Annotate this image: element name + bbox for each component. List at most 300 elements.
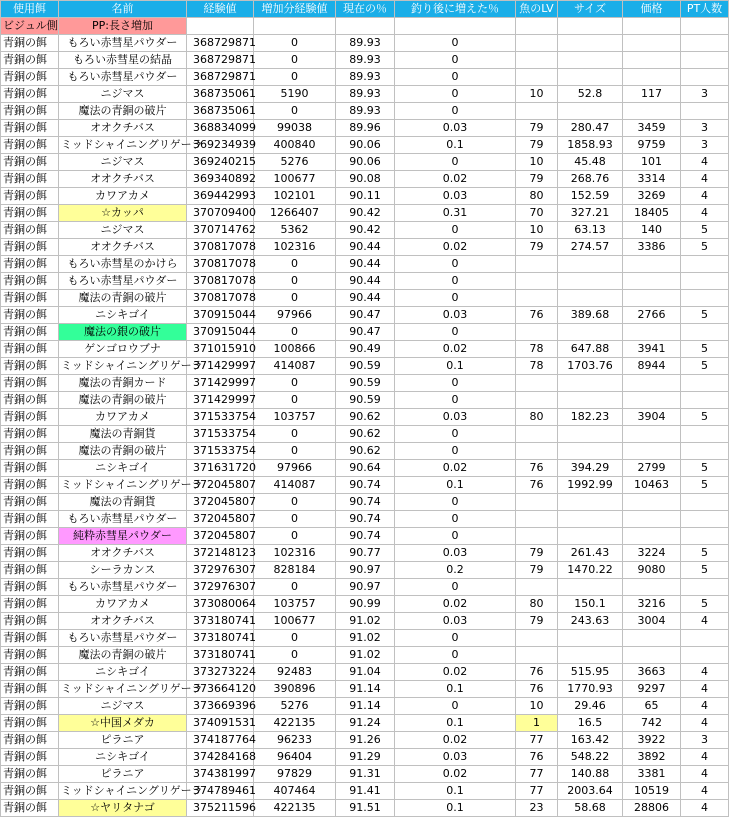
table-cell[interactable]: 70 (516, 205, 558, 222)
table-cell[interactable]: 0 (395, 256, 516, 273)
table-cell[interactable]: 97966 (254, 460, 336, 477)
table-cell[interactable] (516, 579, 558, 596)
table-cell[interactable]: 89.93 (336, 52, 395, 69)
table-cell[interactable]: 63.13 (558, 222, 623, 239)
table-cell[interactable]: 140.88 (558, 766, 623, 783)
table-cell[interactable]: 4 (681, 205, 729, 222)
table-cell[interactable]: 368735061 (187, 103, 254, 120)
table-cell[interactable]: 青銅の餌 (1, 443, 59, 460)
table-cell[interactable] (681, 511, 729, 528)
table-cell[interactable]: 10 (516, 86, 558, 103)
table-cell[interactable]: 90.49 (336, 341, 395, 358)
table-cell[interactable]: 90.06 (336, 154, 395, 171)
table-cell[interactable]: 青銅の餌 (1, 86, 59, 103)
table-cell[interactable]: 10 (516, 222, 558, 239)
table-cell[interactable]: 0.2 (395, 562, 516, 579)
table-cell[interactable]: 5 (681, 222, 729, 239)
table-cell[interactable]: 0 (254, 392, 336, 409)
table-cell[interactable]: 4 (681, 766, 729, 783)
table-cell[interactable]: 1470.22 (558, 562, 623, 579)
table-cell[interactable]: 0.02 (395, 171, 516, 188)
table-cell[interactable]: 0.02 (395, 664, 516, 681)
table-cell[interactable]: 261.43 (558, 545, 623, 562)
table-cell[interactable]: 76 (516, 664, 558, 681)
table-cell[interactable]: 90.62 (336, 443, 395, 460)
table-cell[interactable]: 3386 (623, 239, 681, 256)
table-cell[interactable]: 青銅の餌 (1, 375, 59, 392)
table-cell[interactable]: 青銅の餌 (1, 562, 59, 579)
table-cell[interactable]: 4 (681, 698, 729, 715)
table-cell[interactable]: ゲンゴロウブナ (59, 341, 187, 358)
table-cell[interactable]: 373180741 (187, 613, 254, 630)
table-cell[interactable]: 90.42 (336, 205, 395, 222)
table-cell[interactable] (558, 375, 623, 392)
table-cell[interactable]: 76 (516, 749, 558, 766)
table-cell[interactable]: 0 (395, 52, 516, 69)
table-cell[interactable]: 0.1 (395, 715, 516, 732)
table-cell[interactable] (623, 35, 681, 52)
table-cell[interactable]: 91.24 (336, 715, 395, 732)
table-cell[interactable] (681, 52, 729, 69)
table-cell[interactable]: 77 (516, 783, 558, 800)
table-cell[interactable]: 414087 (254, 477, 336, 494)
table-cell[interactable]: 0 (395, 69, 516, 86)
table-cell[interactable]: 青銅の餌 (1, 732, 59, 749)
table-cell[interactable]: 青銅の餌 (1, 749, 59, 766)
table-cell[interactable] (516, 256, 558, 273)
table-cell[interactable]: 0.02 (395, 341, 516, 358)
table-cell[interactable] (395, 18, 516, 35)
header-cell[interactable]: 経験値 (187, 1, 254, 18)
table-cell[interactable]: 372045807 (187, 494, 254, 511)
table-cell[interactable]: 0 (254, 52, 336, 69)
table-cell[interactable]: 90.11 (336, 188, 395, 205)
table-cell[interactable] (623, 511, 681, 528)
table-cell[interactable] (623, 630, 681, 647)
table-cell[interactable]: 370714762 (187, 222, 254, 239)
table-cell[interactable] (681, 426, 729, 443)
table-cell[interactable] (336, 18, 395, 35)
table-cell[interactable]: 76 (516, 681, 558, 698)
table-cell[interactable]: 0 (395, 511, 516, 528)
table-cell[interactable]: 0.1 (395, 358, 516, 375)
table-cell[interactable]: 青銅の餌 (1, 664, 59, 681)
table-cell[interactable]: 243.63 (558, 613, 623, 630)
table-cell[interactable]: 369234939 (187, 137, 254, 154)
table-cell[interactable]: 青銅の餌 (1, 358, 59, 375)
table-cell[interactable]: 0.02 (395, 766, 516, 783)
table-cell[interactable]: 99038 (254, 120, 336, 137)
table-cell[interactable] (681, 375, 729, 392)
table-cell[interactable]: 414087 (254, 358, 336, 375)
table-cell[interactable]: 18405 (623, 205, 681, 222)
table-cell[interactable]: 0 (254, 528, 336, 545)
table-cell[interactable]: 0.02 (395, 732, 516, 749)
table-cell[interactable]: 8944 (623, 358, 681, 375)
table-cell[interactable]: 90.62 (336, 426, 395, 443)
table-cell[interactable]: 90.06 (336, 137, 395, 154)
table-cell[interactable]: 青銅の餌 (1, 426, 59, 443)
table-cell[interactable]: 0 (254, 324, 336, 341)
table-cell[interactable] (681, 528, 729, 545)
table-cell[interactable]: 90.97 (336, 579, 395, 596)
table-cell[interactable]: 9080 (623, 562, 681, 579)
table-cell[interactable]: 390896 (254, 681, 336, 698)
table-cell[interactable]: 371533754 (187, 409, 254, 426)
table-cell[interactable] (516, 528, 558, 545)
table-cell[interactable]: 青銅の餌 (1, 341, 59, 358)
table-cell[interactable]: ニシキゴイ (59, 307, 187, 324)
table-cell[interactable]: 青銅の餌 (1, 596, 59, 613)
table-cell[interactable]: 0.1 (395, 137, 516, 154)
table-cell[interactable]: オオクチバス (59, 171, 187, 188)
table-cell[interactable]: 10 (516, 154, 558, 171)
table-cell[interactable]: 374284168 (187, 749, 254, 766)
table-cell[interactable]: もろい赤彗星パウダー (59, 273, 187, 290)
table-cell[interactable]: 0 (395, 324, 516, 341)
table-cell[interactable]: 青銅の餌 (1, 137, 59, 154)
table-cell[interactable]: 90.44 (336, 273, 395, 290)
table-cell[interactable]: 90.44 (336, 290, 395, 307)
table-cell[interactable]: 90.97 (336, 562, 395, 579)
table-cell[interactable]: 394.29 (558, 460, 623, 477)
table-cell[interactable] (558, 103, 623, 120)
table-cell[interactable]: 4 (681, 188, 729, 205)
table-cell[interactable] (558, 273, 623, 290)
table-cell[interactable]: 0 (254, 494, 336, 511)
table-cell[interactable]: 77 (516, 766, 558, 783)
table-cell[interactable]: 1770.93 (558, 681, 623, 698)
table-cell[interactable]: ニジマス (59, 154, 187, 171)
table-cell[interactable]: 370817078 (187, 256, 254, 273)
table-cell[interactable]: 0 (395, 392, 516, 409)
table-cell[interactable]: 90.47 (336, 324, 395, 341)
table-cell[interactable]: 0 (395, 35, 516, 52)
table-cell[interactable]: 4 (681, 800, 729, 817)
table-cell[interactable]: 96404 (254, 749, 336, 766)
table-cell[interactable] (516, 647, 558, 664)
table-cell[interactable]: 91.04 (336, 664, 395, 681)
header-cell[interactable]: 釣り後に増えた％ (395, 1, 516, 18)
table-cell[interactable]: もろい赤彗星の結晶 (59, 52, 187, 69)
table-cell[interactable]: 79 (516, 137, 558, 154)
table-cell[interactable]: 3904 (623, 409, 681, 426)
table-cell[interactable]: 373180741 (187, 630, 254, 647)
table-cell[interactable]: 0 (395, 698, 516, 715)
table-cell[interactable]: 5 (681, 409, 729, 426)
table-cell[interactable]: 0 (254, 375, 336, 392)
table-cell[interactable] (516, 375, 558, 392)
table-cell[interactable]: 91.51 (336, 800, 395, 817)
table-cell[interactable]: 3922 (623, 732, 681, 749)
table-cell[interactable]: 4 (681, 664, 729, 681)
table-cell[interactable]: 372976307 (187, 562, 254, 579)
table-cell[interactable]: 5 (681, 562, 729, 579)
table-cell[interactable]: 370915044 (187, 324, 254, 341)
table-cell[interactable]: 80 (516, 596, 558, 613)
table-cell[interactable] (558, 256, 623, 273)
table-cell[interactable]: 100677 (254, 613, 336, 630)
table-cell[interactable] (558, 324, 623, 341)
table-cell[interactable]: 0 (254, 290, 336, 307)
table-cell[interactable]: 青銅の餌 (1, 307, 59, 324)
table-cell[interactable]: 45.48 (558, 154, 623, 171)
table-cell[interactable]: 3892 (623, 749, 681, 766)
table-cell[interactable]: ピラニア (59, 732, 187, 749)
table-cell[interactable]: 91.02 (336, 647, 395, 664)
table-cell[interactable]: 372045807 (187, 511, 254, 528)
table-cell[interactable]: 90.59 (336, 375, 395, 392)
table-cell[interactable]: 371631720 (187, 460, 254, 477)
table-cell[interactable]: 100677 (254, 171, 336, 188)
table-cell[interactable]: 369240215 (187, 154, 254, 171)
table-cell[interactable]: ミッドシャイニングリゲーラ (59, 783, 187, 800)
table-cell[interactable] (623, 324, 681, 341)
table-cell[interactable]: 魔法の青銅貨 (59, 494, 187, 511)
table-cell[interactable] (516, 18, 558, 35)
table-cell[interactable]: 青銅の餌 (1, 528, 59, 545)
table-cell[interactable] (681, 103, 729, 120)
table-cell[interactable]: 182.23 (558, 409, 623, 426)
table-cell[interactable]: 4 (681, 154, 729, 171)
table-cell[interactable]: 1 (516, 715, 558, 732)
table-cell[interactable]: 0.03 (395, 409, 516, 426)
table-cell[interactable]: 0.03 (395, 613, 516, 630)
table-cell[interactable] (558, 392, 623, 409)
table-cell[interactable]: 0 (395, 630, 516, 647)
table-cell[interactable] (516, 426, 558, 443)
table-cell[interactable]: 374789461 (187, 783, 254, 800)
table-cell[interactable]: ビジュル側 (1, 18, 59, 35)
table-cell[interactable] (254, 18, 336, 35)
table-cell[interactable]: 371015910 (187, 341, 254, 358)
table-cell[interactable]: 373273224 (187, 664, 254, 681)
table-cell[interactable]: 1992.99 (558, 477, 623, 494)
table-cell[interactable]: 374187764 (187, 732, 254, 749)
table-cell[interactable] (558, 426, 623, 443)
table-cell[interactable]: 150.1 (558, 596, 623, 613)
table-cell[interactable]: 青銅の餌 (1, 613, 59, 630)
table-cell[interactable]: 2799 (623, 460, 681, 477)
table-cell[interactable]: 29.46 (558, 698, 623, 715)
table-cell[interactable]: 0 (254, 443, 336, 460)
table-cell[interactable]: 100866 (254, 341, 336, 358)
table-cell[interactable] (681, 290, 729, 307)
table-cell[interactable] (623, 426, 681, 443)
table-cell[interactable] (558, 647, 623, 664)
table-cell[interactable]: 魔法の銀の破片 (59, 324, 187, 341)
table-cell[interactable]: 青銅の餌 (1, 154, 59, 171)
table-cell[interactable]: 5362 (254, 222, 336, 239)
table-cell[interactable]: 76 (516, 460, 558, 477)
table-cell[interactable]: 青銅の餌 (1, 35, 59, 52)
table-cell[interactable]: 117 (623, 86, 681, 103)
table-cell[interactable]: 青銅の餌 (1, 800, 59, 817)
table-cell[interactable]: 魔法の青銅カード (59, 375, 187, 392)
table-cell[interactable]: 102316 (254, 545, 336, 562)
table-cell[interactable]: 80 (516, 188, 558, 205)
table-cell[interactable]: 9297 (623, 681, 681, 698)
table-cell[interactable]: 5190 (254, 86, 336, 103)
table-cell[interactable]: 0 (395, 647, 516, 664)
table-cell[interactable]: 0.1 (395, 800, 516, 817)
table-cell[interactable]: 0 (395, 443, 516, 460)
table-cell[interactable]: ☆ヤリタナゴ (59, 800, 187, 817)
table-cell[interactable]: 647.88 (558, 341, 623, 358)
header-cell[interactable]: サイズ (558, 1, 623, 18)
table-cell[interactable]: ミッドシャイニングリゲーラ (59, 681, 187, 698)
table-cell[interactable]: カワアカメ (59, 409, 187, 426)
table-cell[interactable]: 79 (516, 120, 558, 137)
table-cell[interactable]: 90.44 (336, 239, 395, 256)
table-cell[interactable]: 3381 (623, 766, 681, 783)
table-cell[interactable]: 青銅の餌 (1, 222, 59, 239)
table-cell[interactable]: 389.68 (558, 307, 623, 324)
table-cell[interactable] (516, 35, 558, 52)
table-cell[interactable]: 274.57 (558, 239, 623, 256)
table-cell[interactable]: もろい赤彗星パウダー (59, 69, 187, 86)
header-cell[interactable]: 増加分経験値 (254, 1, 336, 18)
table-cell[interactable]: 52.8 (558, 86, 623, 103)
table-cell[interactable] (516, 443, 558, 460)
table-cell[interactable]: 368729871 (187, 52, 254, 69)
table-cell[interactable] (558, 579, 623, 596)
table-cell[interactable]: 371533754 (187, 426, 254, 443)
table-cell[interactable]: 青銅の餌 (1, 579, 59, 596)
table-cell[interactable]: 5 (681, 307, 729, 324)
table-cell[interactable]: 90.99 (336, 596, 395, 613)
table-cell[interactable] (516, 630, 558, 647)
table-cell[interactable]: ☆カッパ (59, 205, 187, 222)
table-cell[interactable]: 2766 (623, 307, 681, 324)
table-cell[interactable]: 0 (254, 647, 336, 664)
table-cell[interactable]: 3 (681, 732, 729, 749)
table-cell[interactable]: 1703.76 (558, 358, 623, 375)
table-cell[interactable]: 魔法の青銅の破片 (59, 443, 187, 460)
table-cell[interactable]: 368735061 (187, 86, 254, 103)
table-cell[interactable]: 101 (623, 154, 681, 171)
table-cell[interactable] (516, 103, 558, 120)
table-cell[interactable] (558, 290, 623, 307)
table-cell[interactable]: 3941 (623, 341, 681, 358)
table-cell[interactable]: 90.08 (336, 171, 395, 188)
table-cell[interactable]: 152.59 (558, 188, 623, 205)
table-cell[interactable]: ミッドシャイニングリゲーラ (59, 358, 187, 375)
table-cell[interactable]: 103757 (254, 409, 336, 426)
table-cell[interactable]: 90.44 (336, 256, 395, 273)
table-cell[interactable]: 0.1 (395, 783, 516, 800)
table-cell[interactable]: 0.03 (395, 307, 516, 324)
table-cell[interactable]: 102316 (254, 239, 336, 256)
table-cell[interactable]: 368729871 (187, 35, 254, 52)
table-cell[interactable]: 400840 (254, 137, 336, 154)
table-cell[interactable]: 青銅の餌 (1, 290, 59, 307)
table-cell[interactable]: 10 (516, 698, 558, 715)
table-cell[interactable]: 0.02 (395, 460, 516, 477)
table-cell[interactable]: 0 (254, 103, 336, 120)
header-cell[interactable]: 名前 (59, 1, 187, 18)
table-cell[interactable]: 10463 (623, 477, 681, 494)
table-cell[interactable]: 371533754 (187, 443, 254, 460)
table-cell[interactable]: 90.74 (336, 511, 395, 528)
table-cell[interactable] (516, 494, 558, 511)
table-cell[interactable]: 372976307 (187, 579, 254, 596)
table-cell[interactable]: ニジマス (59, 222, 187, 239)
table-cell[interactable]: 374381997 (187, 766, 254, 783)
table-cell[interactable]: 青銅の餌 (1, 103, 59, 120)
table-cell[interactable]: 371429997 (187, 375, 254, 392)
table-cell[interactable]: オオクチバス (59, 239, 187, 256)
table-cell[interactable] (681, 69, 729, 86)
table-cell[interactable] (623, 69, 681, 86)
table-cell[interactable]: ミッドシャイニングリゲーラ (59, 137, 187, 154)
table-cell[interactable]: 369340892 (187, 171, 254, 188)
table-cell[interactable] (681, 579, 729, 596)
table-cell[interactable]: 3004 (623, 613, 681, 630)
header-cell[interactable]: 使用餌 (1, 1, 59, 18)
table-cell[interactable]: 90.42 (336, 222, 395, 239)
table-cell[interactable]: 0 (395, 290, 516, 307)
table-cell[interactable]: 3663 (623, 664, 681, 681)
table-cell[interactable]: 3 (681, 86, 729, 103)
table-cell[interactable]: 魔法の青銅貨 (59, 426, 187, 443)
table-cell[interactable]: 5 (681, 239, 729, 256)
table-cell[interactable]: 5 (681, 460, 729, 477)
table-cell[interactable]: 2003.64 (558, 783, 623, 800)
table-cell[interactable]: 369442993 (187, 188, 254, 205)
table-cell[interactable] (623, 52, 681, 69)
table-cell[interactable]: 0.03 (395, 545, 516, 562)
table-cell[interactable]: 90.59 (336, 358, 395, 375)
table-cell[interactable]: 79 (516, 239, 558, 256)
table-cell[interactable]: 3269 (623, 188, 681, 205)
table-cell[interactable]: 0 (395, 494, 516, 511)
header-cell[interactable]: 価格 (623, 1, 681, 18)
table-cell[interactable]: 97966 (254, 307, 336, 324)
table-cell[interactable] (681, 647, 729, 664)
table-cell[interactable]: 青銅の餌 (1, 698, 59, 715)
table-cell[interactable]: 91.02 (336, 613, 395, 630)
table-cell[interactable]: 89.96 (336, 120, 395, 137)
table-cell[interactable]: 0.03 (395, 749, 516, 766)
table-cell[interactable]: 79 (516, 545, 558, 562)
table-cell[interactable]: 3216 (623, 596, 681, 613)
table-cell[interactable]: 90.59 (336, 392, 395, 409)
table-cell[interactable]: 90.74 (336, 528, 395, 545)
table-cell[interactable]: 370817078 (187, 290, 254, 307)
table-cell[interactable]: 78 (516, 341, 558, 358)
table-cell[interactable]: 76 (516, 307, 558, 324)
table-cell[interactable]: 4 (681, 171, 729, 188)
table-cell[interactable] (187, 18, 254, 35)
table-cell[interactable] (623, 528, 681, 545)
table-cell[interactable]: 青銅の餌 (1, 273, 59, 290)
table-cell[interactable]: 79 (516, 171, 558, 188)
table-cell[interactable]: もろい赤彗星パウダー (59, 579, 187, 596)
table-cell[interactable]: ニシキゴイ (59, 664, 187, 681)
table-cell[interactable]: 515.95 (558, 664, 623, 681)
table-cell[interactable]: 青銅の餌 (1, 630, 59, 647)
table-cell[interactable]: 3459 (623, 120, 681, 137)
table-cell[interactable]: 0 (254, 35, 336, 52)
table-cell[interactable]: 青銅の餌 (1, 69, 59, 86)
table-cell[interactable]: 0 (395, 154, 516, 171)
table-cell[interactable]: 91.29 (336, 749, 395, 766)
table-cell[interactable]: 5 (681, 477, 729, 494)
table-cell[interactable] (623, 18, 681, 35)
table-cell[interactable]: 0.03 (395, 188, 516, 205)
table-cell[interactable]: 0 (254, 511, 336, 528)
